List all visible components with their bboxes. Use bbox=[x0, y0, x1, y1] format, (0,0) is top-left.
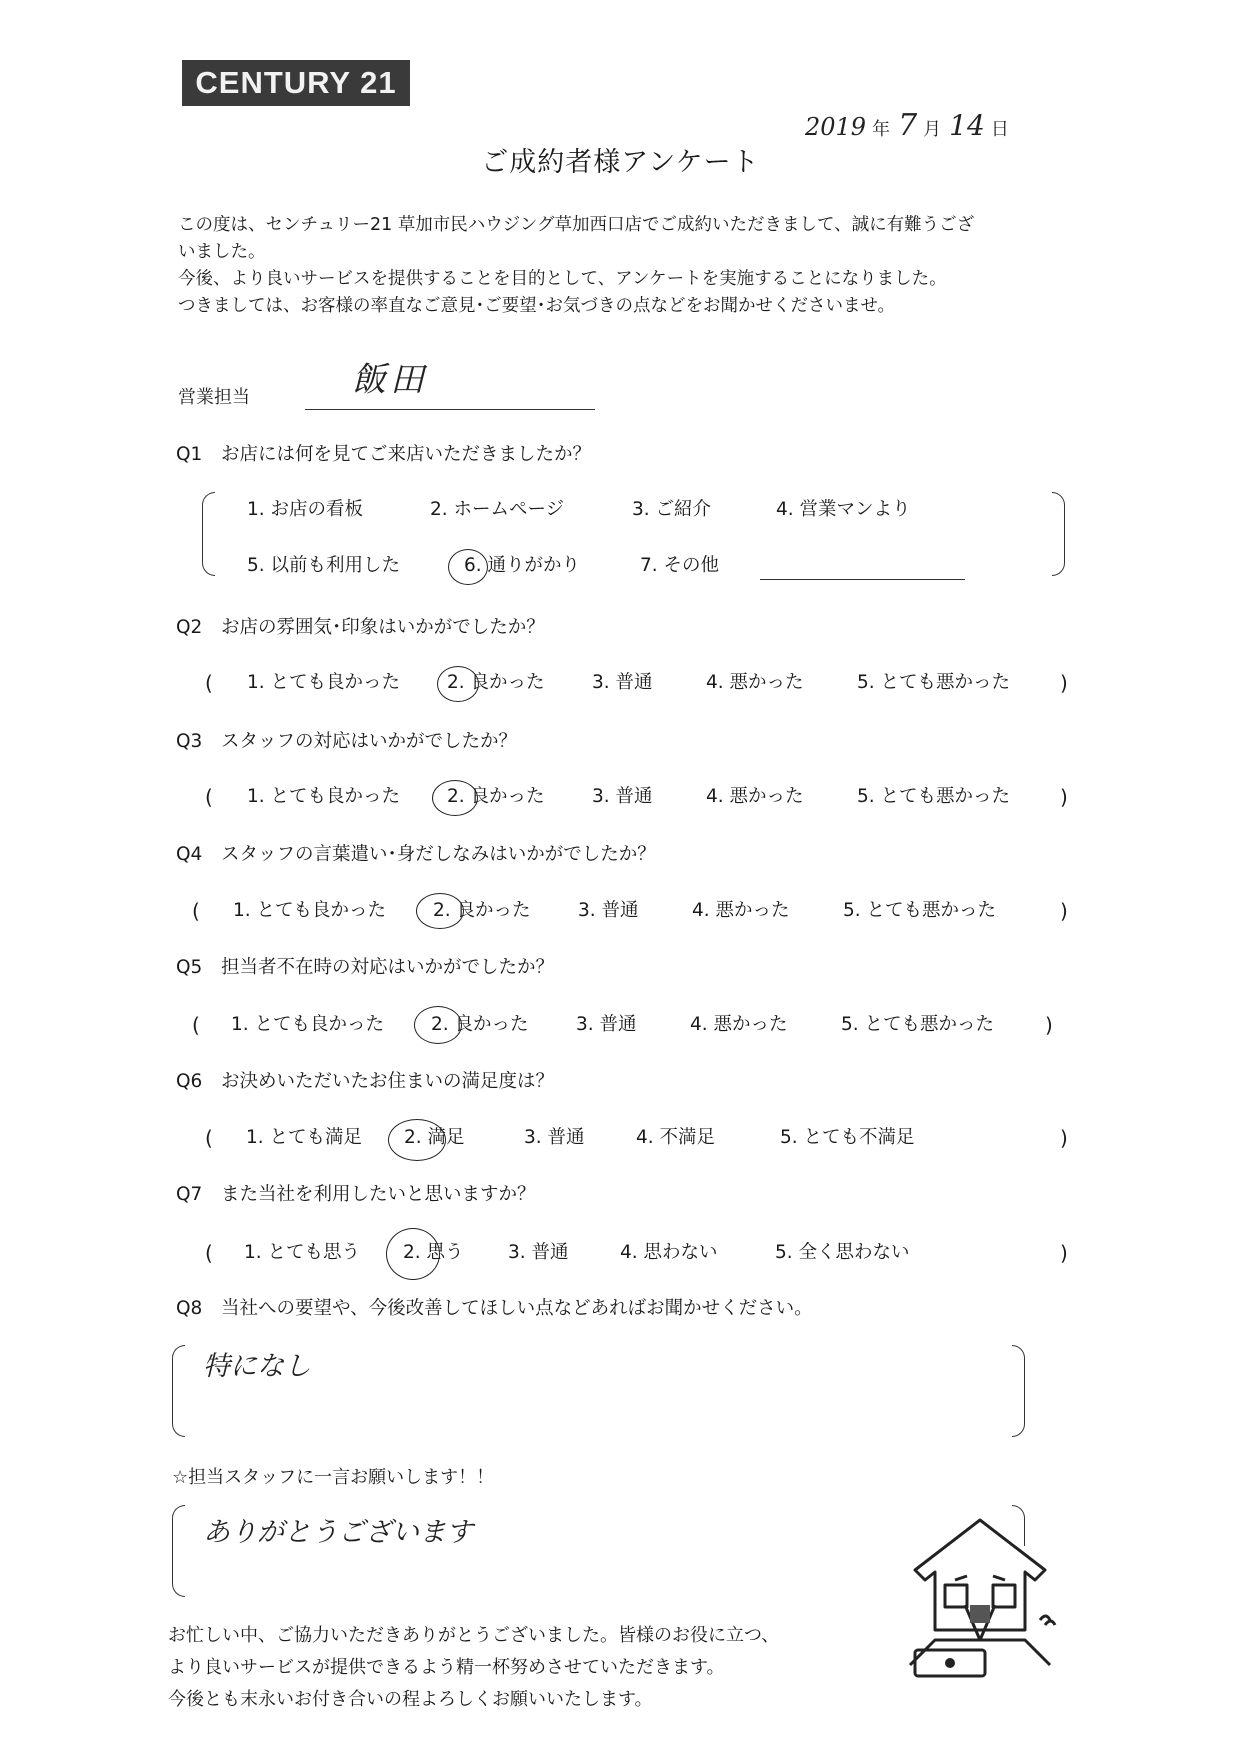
intro-text bbox=[178, 212, 1078, 320]
q1-option-7[interactable]: 7. その他 bbox=[640, 555, 720, 576]
q4-option-3[interactable]: 3. 普通 bbox=[578, 900, 639, 921]
q8-answer[interactable]: 特になし bbox=[203, 1351, 311, 1382]
staff-label: 営業担当 bbox=[178, 387, 250, 408]
message-answer[interactable]: ありがとうございます bbox=[203, 1517, 473, 1548]
q4-option-1[interactable]: 1. とても良かった bbox=[233, 900, 387, 921]
q4-option-2[interactable]: 2. 良かった bbox=[433, 900, 531, 921]
q2-text: お店の雰囲気･印象はいかがでしたか？ bbox=[221, 617, 545, 638]
q3-option-4[interactable]: 4. 悪かった bbox=[706, 786, 804, 807]
q8-bracket-left bbox=[172, 1345, 185, 1437]
q2-option-3[interactable]: 3. 普通 bbox=[592, 672, 653, 693]
q4-option-5[interactable]: 5. とても悪かった bbox=[843, 900, 997, 921]
q5-option-2[interactable]: 2. 良かった bbox=[431, 1014, 529, 1035]
q1-text: お店には何を見てご来店いただきましたか？ bbox=[221, 444, 592, 465]
q5-question bbox=[176, 953, 554, 979]
q3-text: スタッフの対応はいかがでしたか？ bbox=[221, 731, 518, 752]
footer-text bbox=[168, 1620, 948, 1716]
q6-option-4[interactable]: 4. 不満足 bbox=[636, 1127, 716, 1148]
q1-options-row1 bbox=[0, 495, 1241, 525]
q8-question bbox=[176, 1294, 813, 1320]
q5-option-4[interactable]: 4. 悪かった bbox=[690, 1014, 788, 1035]
q5-options: ( 1. とても良かった 2. 良かった 3. 普通 4. 悪かった 5. とても悪かった ) bbox=[0, 1010, 1241, 1040]
date-year: 2019 bbox=[805, 113, 867, 141]
message-label: ☆担当スタッフに一言お願いします！！ bbox=[172, 1467, 495, 1488]
q3-selected-circle bbox=[432, 780, 478, 816]
q4-number: Q4 bbox=[176, 844, 203, 865]
q1-option-3[interactable]: 3. ご紹介 bbox=[632, 499, 712, 520]
q1-option-6[interactable]: 6. 通りがかり bbox=[464, 555, 581, 576]
q3-option-5[interactable]: 5. とても悪かった bbox=[857, 786, 1011, 807]
q4-option-4[interactable]: 4. 悪かった bbox=[692, 900, 790, 921]
date-day-label: 日 bbox=[990, 119, 1009, 140]
q7-option-3[interactable]: 3. 普通 bbox=[508, 1242, 569, 1263]
date-year-label: 年 bbox=[872, 119, 891, 140]
staff-name: 飯田 bbox=[352, 360, 428, 400]
q2-option-4[interactable]: 4. 悪かった bbox=[706, 672, 804, 693]
q2-question bbox=[176, 613, 545, 639]
q2-option-1[interactable]: 1. とても良かった bbox=[247, 672, 401, 693]
q1-other-line bbox=[760, 579, 965, 580]
q7-text: また当社を利用したいと思いますか？ bbox=[221, 1184, 536, 1205]
q4-options: ( 1. とても良かった 2. 良かった 3. 普通 4. 悪かった 5. とても悪かった ) bbox=[0, 896, 1241, 926]
q1-option-4[interactable]: 4. 営業マンより bbox=[776, 499, 911, 520]
q3-option-2[interactable]: 2. 良かった bbox=[447, 786, 545, 807]
q6-question bbox=[176, 1067, 554, 1093]
footer-line: お忙しい中、ご協力いただきありがとうございました。皆様のお役に立つ、 bbox=[168, 1625, 780, 1646]
q7-options: ( 1. とても思う 2. 思う 3. 普通 4. 思わない 5. 全く思わない ) bbox=[0, 1238, 1241, 1268]
q5-option-3[interactable]: 3. 普通 bbox=[576, 1014, 637, 1035]
footer-line: 今後とも末永いお付き合いの程よろしくお願いいたします。 bbox=[168, 1689, 653, 1710]
q2-option-2[interactable]: 2. 良かった bbox=[447, 672, 545, 693]
intro-line: つきましては、お客様の率直なご意見･ご要望･お気づきの点などをお聞かせくださいませ。 bbox=[178, 296, 895, 316]
q6-text: お決めいただいたお住まいの満足度は？ bbox=[221, 1071, 555, 1092]
date-month-label: 月 bbox=[923, 119, 942, 140]
q8-bracket-right bbox=[1012, 1345, 1025, 1437]
century21-logo: CENTURY 21 bbox=[182, 60, 410, 106]
q3-option-1[interactable]: 1. とても良かった bbox=[247, 786, 401, 807]
date-month: 7 bbox=[898, 108, 918, 143]
survey-date bbox=[805, 108, 1017, 143]
q6-option-2[interactable]: 2. 満足 bbox=[404, 1127, 465, 1148]
q3-number: Q3 bbox=[176, 731, 203, 752]
q6-number: Q6 bbox=[176, 1071, 203, 1092]
footer-line: より良いサービスが提供できるよう精一杯努めさせていただきます。 bbox=[168, 1657, 725, 1678]
q1-options-row2 bbox=[0, 551, 1241, 581]
q6-options: ( 1. とても満足 2. 満足 3. 普通 4. 不満足 5. とても不満足 ) bbox=[0, 1123, 1241, 1153]
q4-selected-circle bbox=[416, 893, 464, 929]
message-bracket-left bbox=[172, 1505, 185, 1597]
q7-option-2[interactable]: 2. 思う bbox=[403, 1242, 464, 1263]
q7-number: Q7 bbox=[176, 1184, 203, 1205]
q7-option-5[interactable]: 5. 全く思わない bbox=[775, 1242, 910, 1263]
q1-option-1[interactable]: 1. お店の看板 bbox=[247, 499, 364, 520]
q4-text: スタッフの言葉遣い･身だしなみはいかがでしたか？ bbox=[221, 844, 656, 865]
q1-selected-circle bbox=[448, 549, 488, 585]
intro-line: 今後、より良いサービスを提供することを目的として、アンケートを実施することになりました。 bbox=[178, 269, 947, 289]
q5-option-5[interactable]: 5. とても悪かった bbox=[841, 1014, 995, 1035]
q1-option-2[interactable]: 2. ホームページ bbox=[430, 499, 565, 520]
q5-text: 担当者不在時の対応はいかがでしたか？ bbox=[221, 957, 555, 978]
q2-option-5[interactable]: 5. とても悪かった bbox=[857, 672, 1011, 693]
q5-number: Q5 bbox=[176, 957, 203, 978]
intro-line: この度は、センチュリー21 草加市民ハウジング草加西口店でご成約いただきまして、誠に有難うござ bbox=[178, 215, 975, 235]
q6-option-1[interactable]: 1. とても満足 bbox=[246, 1127, 363, 1148]
date-day: 14 bbox=[949, 109, 985, 142]
q3-question bbox=[176, 727, 517, 753]
q2-number: Q2 bbox=[176, 617, 203, 638]
q3-option-3[interactable]: 3. 普通 bbox=[592, 786, 653, 807]
q7-selected-circle bbox=[386, 1228, 440, 1280]
q1-number: Q1 bbox=[176, 444, 203, 465]
q4-question bbox=[176, 840, 656, 866]
q6-option-3[interactable]: 3. 普通 bbox=[524, 1127, 585, 1148]
q2-selected-circle bbox=[437, 666, 479, 702]
q5-selected-circle bbox=[414, 1006, 462, 1044]
q6-selected-circle bbox=[388, 1119, 446, 1161]
q7-option-4[interactable]: 4. 思わない bbox=[620, 1242, 718, 1263]
staff-underline bbox=[305, 409, 595, 410]
q8-number: Q8 bbox=[176, 1298, 203, 1319]
q5-option-1[interactable]: 1. とても良かった bbox=[231, 1014, 385, 1035]
q6-option-5[interactable]: 5. とても不満足 bbox=[780, 1127, 915, 1148]
q2-options: ( 1. とても良かった 2. 良かった 3. 普通 4. 悪かった 5. とても悪かった ) bbox=[0, 668, 1241, 698]
q8-text: 当社への要望や、今後改善してほしい点などあればお聞かせください。 bbox=[221, 1298, 813, 1319]
page-title: ご成約者様アンケート bbox=[481, 147, 760, 178]
q3-options: ( 1. とても良かった 2. 良かった 3. 普通 4. 悪かった 5. とても悪かった ) bbox=[0, 782, 1241, 812]
q1-option-5[interactable]: 5. 以前も利用した bbox=[247, 555, 401, 576]
intro-line: いました。 bbox=[178, 242, 266, 262]
q7-question bbox=[176, 1180, 536, 1206]
q1-question bbox=[176, 440, 591, 466]
q7-option-1[interactable]: 1. とても思う bbox=[244, 1242, 361, 1263]
